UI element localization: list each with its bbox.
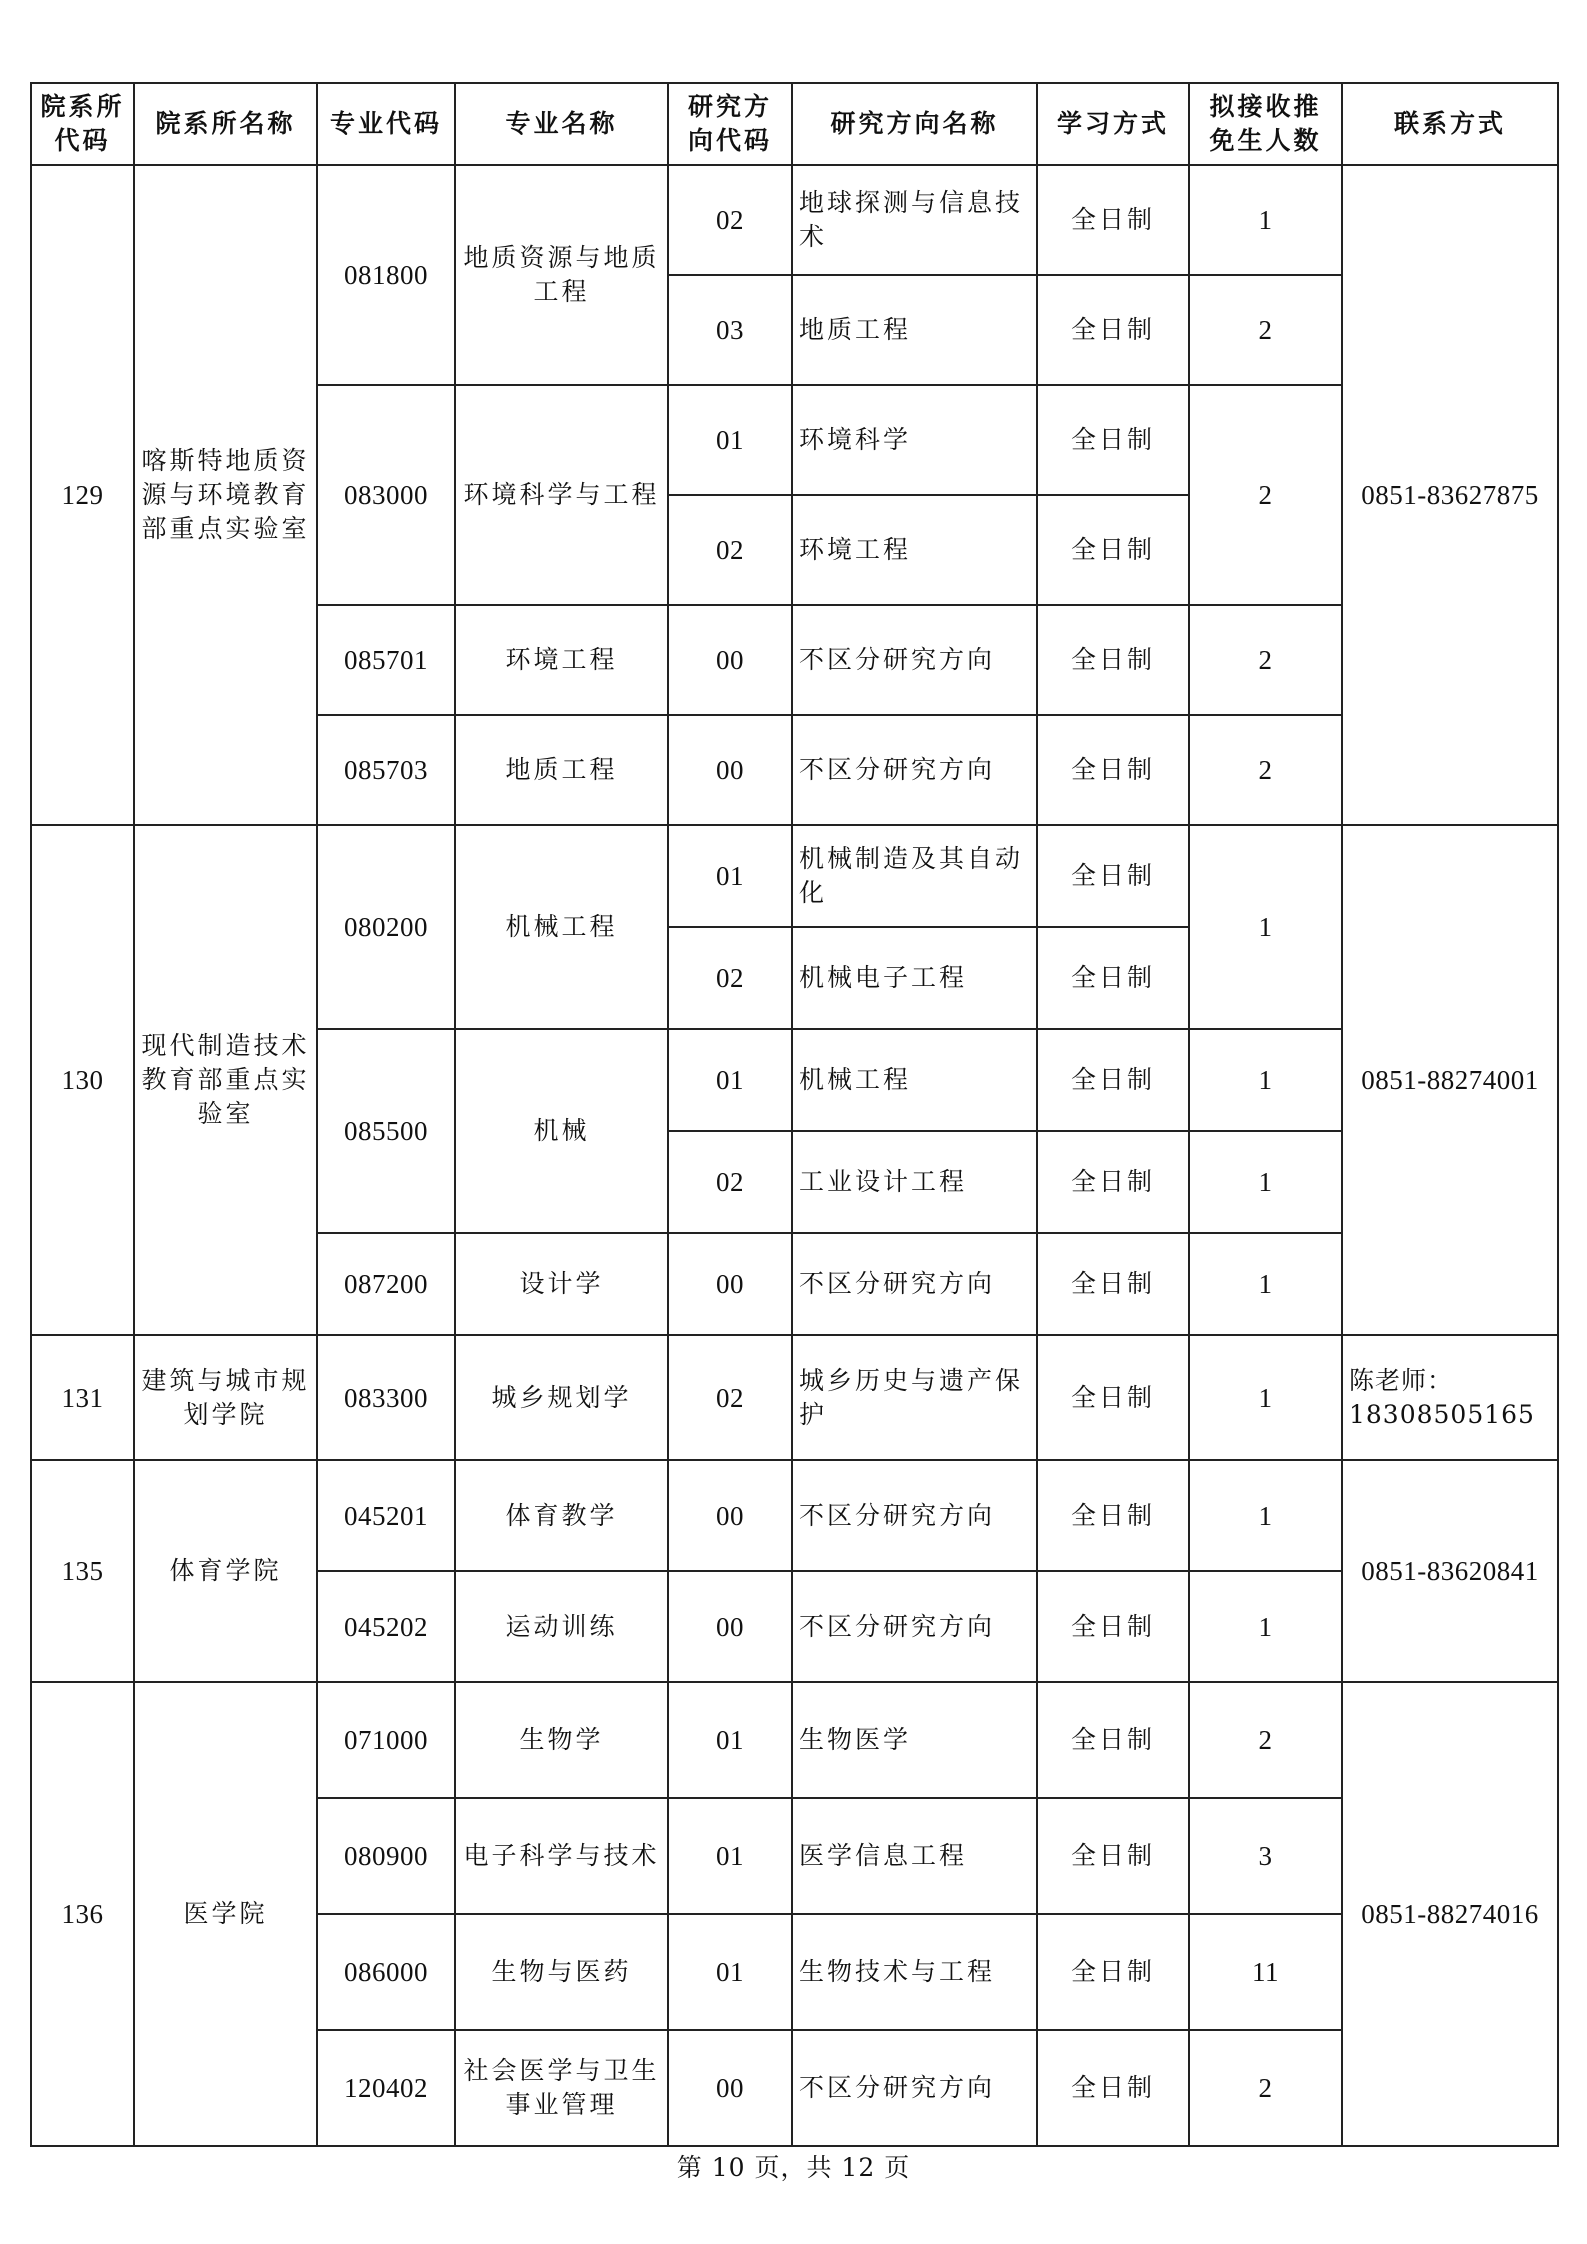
quota-cell: 1 xyxy=(1189,1029,1342,1131)
dept-name-cell: 建筑与城市规划学院 xyxy=(134,1335,317,1460)
major-name-cell: 生物与医药 xyxy=(455,1914,668,2030)
direction-name-cell: 城乡历史与遗产保护 xyxy=(792,1335,1037,1460)
direction-code-cell: 01 xyxy=(668,1682,792,1798)
major-name-cell: 地质工程 xyxy=(455,715,668,825)
quota-cell: 1 xyxy=(1189,1131,1342,1233)
direction-name-cell: 地球探测与信息技术 xyxy=(792,165,1037,275)
header-row xyxy=(31,83,1558,165)
header-quota: 拟接收推免生人数 xyxy=(1189,83,1342,165)
header-dept-code: 院系所代码 xyxy=(31,83,134,165)
direction-name-cell: 机械工程 xyxy=(792,1029,1037,1131)
direction-name-cell: 不区分研究方向 xyxy=(792,605,1037,715)
study-mode-cell: 全日制 xyxy=(1037,605,1189,715)
direction-name-cell: 不区分研究方向 xyxy=(792,1460,1037,1571)
direction-name-cell: 不区分研究方向 xyxy=(792,1571,1037,1682)
direction-code-cell: 00 xyxy=(668,1233,792,1335)
major-code-cell: 045202 xyxy=(317,1571,455,1682)
quota-cell: 2 xyxy=(1189,2030,1342,2146)
major-name-cell: 生物学 xyxy=(455,1682,668,1798)
major-code-cell: 085500 xyxy=(317,1029,455,1233)
header-direction-name: 研究方向名称 xyxy=(792,83,1037,165)
major-name-cell: 环境工程 xyxy=(455,605,668,715)
direction-name-cell: 机械电子工程 xyxy=(792,927,1037,1029)
study-mode-cell: 全日制 xyxy=(1037,1914,1189,2030)
contact-cell: 0851-88274001 xyxy=(1342,825,1558,1335)
header-major-name: 专业名称 xyxy=(455,83,668,165)
dept-code-cell: 129 xyxy=(31,165,134,825)
major-code-cell: 045201 xyxy=(317,1460,455,1571)
header-major-code: 专业代码 xyxy=(317,83,455,165)
major-name-cell: 社会医学与卫生事业管理 xyxy=(455,2030,668,2146)
study-mode-cell: 全日制 xyxy=(1037,1571,1189,1682)
direction-name-cell: 工业设计工程 xyxy=(792,1131,1037,1233)
major-name-cell: 运动训练 xyxy=(455,1571,668,1682)
study-mode-cell: 全日制 xyxy=(1037,165,1189,275)
study-mode-cell: 全日制 xyxy=(1037,275,1189,385)
direction-name-cell: 机械制造及其自动化 xyxy=(792,825,1037,927)
dept-code-cell: 131 xyxy=(31,1335,134,1460)
direction-code-cell: 02 xyxy=(668,1131,792,1233)
dept-name-cell: 医学院 xyxy=(134,1682,317,2146)
quota-cell: 2 xyxy=(1189,605,1342,715)
study-mode-cell: 全日制 xyxy=(1037,2030,1189,2146)
major-code-cell: 085703 xyxy=(317,715,455,825)
direction-code-cell: 01 xyxy=(668,385,792,495)
table-row xyxy=(31,825,1558,927)
direction-code-cell: 01 xyxy=(668,825,792,927)
direction-name-cell: 医学信息工程 xyxy=(792,1798,1037,1914)
quota-cell: 1 xyxy=(1189,825,1342,1029)
dept-code-cell: 130 xyxy=(31,825,134,1335)
major-name-cell: 机械工程 xyxy=(455,825,668,1029)
contact-cell: 0851-83627875 xyxy=(1342,165,1558,825)
dept-name-cell: 体育学院 xyxy=(134,1460,317,1682)
direction-code-cell: 03 xyxy=(668,275,792,385)
quota-cell: 2 xyxy=(1189,715,1342,825)
major-code-cell: 087200 xyxy=(317,1233,455,1335)
major-name-cell: 环境科学与工程 xyxy=(455,385,668,605)
study-mode-cell: 全日制 xyxy=(1037,1233,1189,1335)
major-name-cell: 地质资源与地质工程 xyxy=(455,165,668,385)
study-mode-cell: 全日制 xyxy=(1037,1798,1189,1914)
header-dept-name: 院系所名称 xyxy=(134,83,317,165)
major-code-cell: 086000 xyxy=(317,1914,455,2030)
quota-cell: 2 xyxy=(1189,275,1342,385)
direction-name-cell: 生物技术与工程 xyxy=(792,1914,1037,2030)
study-mode-cell: 全日制 xyxy=(1037,927,1189,1029)
major-code-cell: 081800 xyxy=(317,165,455,385)
quota-cell: 1 xyxy=(1189,165,1342,275)
direction-code-cell: 00 xyxy=(668,1460,792,1571)
dept-code-cell: 136 xyxy=(31,1682,134,2146)
dept-code-cell: 135 xyxy=(31,1460,134,1682)
header-direction-code: 研究方向代码 xyxy=(668,83,792,165)
table-row xyxy=(31,165,1558,275)
contact-cell: 陈老师：18308505165 xyxy=(1342,1335,1558,1460)
major-code-cell: 085701 xyxy=(317,605,455,715)
direction-code-cell: 02 xyxy=(668,165,792,275)
direction-code-cell: 01 xyxy=(668,1798,792,1914)
direction-code-cell: 00 xyxy=(668,715,792,825)
study-mode-cell: 全日制 xyxy=(1037,825,1189,927)
header-contact: 联系方式 xyxy=(1342,83,1558,165)
table-row xyxy=(31,1335,1558,1460)
direction-code-cell: 01 xyxy=(668,1914,792,2030)
major-code-cell: 080900 xyxy=(317,1798,455,1914)
study-mode-cell: 全日制 xyxy=(1037,1682,1189,1798)
major-code-cell: 080200 xyxy=(317,825,455,1029)
contact-cell: 0851-88274016 xyxy=(1342,1682,1558,2146)
quota-cell: 1 xyxy=(1189,1460,1342,1571)
direction-name-cell: 地质工程 xyxy=(792,275,1037,385)
quota-cell: 11 xyxy=(1189,1914,1342,2030)
major-code-cell: 071000 xyxy=(317,1682,455,1798)
major-name-cell: 电子科学与技术 xyxy=(455,1798,668,1914)
header-study-mode: 学习方式 xyxy=(1037,83,1189,165)
study-mode-cell: 全日制 xyxy=(1037,385,1189,495)
study-mode-cell: 全日制 xyxy=(1037,1131,1189,1233)
direction-name-cell: 不区分研究方向 xyxy=(792,2030,1037,2146)
major-code-cell: 083300 xyxy=(317,1335,455,1460)
direction-name-cell: 不区分研究方向 xyxy=(792,715,1037,825)
study-mode-cell: 全日制 xyxy=(1037,495,1189,605)
dept-name-cell: 现代制造技术教育部重点实验室 xyxy=(134,825,317,1335)
quota-cell: 1 xyxy=(1189,1335,1342,1460)
major-name-cell: 城乡规划学 xyxy=(455,1335,668,1460)
major-name-cell: 设计学 xyxy=(455,1233,668,1335)
direction-code-cell: 02 xyxy=(668,495,792,605)
direction-code-cell: 02 xyxy=(668,1335,792,1460)
major-code-cell: 120402 xyxy=(317,2030,455,2146)
direction-name-cell: 不区分研究方向 xyxy=(792,1233,1037,1335)
quota-cell: 2 xyxy=(1189,385,1342,605)
major-code-cell: 083000 xyxy=(317,385,455,605)
admission-table xyxy=(30,82,1559,2147)
study-mode-cell: 全日制 xyxy=(1037,1460,1189,1571)
study-mode-cell: 全日制 xyxy=(1037,715,1189,825)
direction-name-cell: 环境工程 xyxy=(792,495,1037,605)
quota-cell: 3 xyxy=(1189,1798,1342,1914)
direction-code-cell: 00 xyxy=(668,605,792,715)
table-row xyxy=(31,1460,1558,1571)
major-name-cell: 体育教学 xyxy=(455,1460,668,1571)
major-name-cell: 机械 xyxy=(455,1029,668,1233)
study-mode-cell: 全日制 xyxy=(1037,1335,1189,1460)
direction-code-cell: 01 xyxy=(668,1029,792,1131)
direction-code-cell: 02 xyxy=(668,927,792,1029)
study-mode-cell: 全日制 xyxy=(1037,1029,1189,1131)
direction-code-cell: 00 xyxy=(668,2030,792,2146)
quota-cell: 2 xyxy=(1189,1682,1342,1798)
contact-cell: 0851-83620841 xyxy=(1342,1460,1558,1682)
page-footer: 第 10 页，共 12 页 xyxy=(676,2153,911,2182)
dept-name-cell: 喀斯特地质资源与环境教育部重点实验室 xyxy=(134,165,317,825)
direction-code-cell: 00 xyxy=(668,1571,792,1682)
table-row xyxy=(31,1682,1558,1798)
quota-cell: 1 xyxy=(1189,1571,1342,1682)
direction-name-cell: 环境科学 xyxy=(792,385,1037,495)
quota-cell: 1 xyxy=(1189,1233,1342,1335)
direction-name-cell: 生物医学 xyxy=(792,1682,1037,1798)
